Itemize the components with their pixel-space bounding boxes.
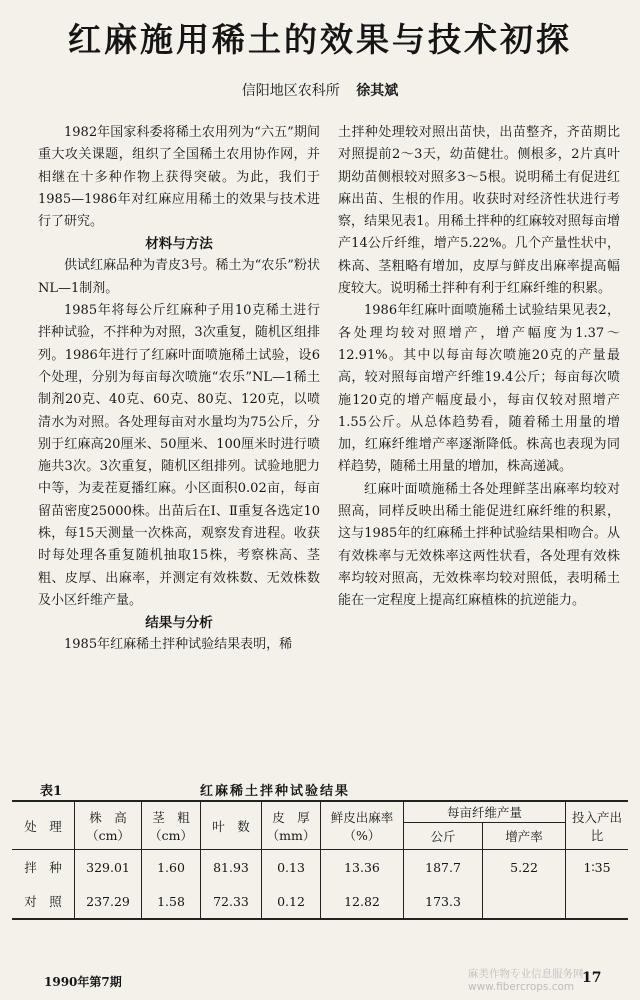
body-paragraph: 1985年红麻稀土拌种试验结果表明，稀 <box>64 637 293 653</box>
cell-io-ratio <box>566 884 629 919</box>
table-title: 红麻稀土拌种试验结果 <box>200 784 351 799</box>
right-column <box>338 122 620 613</box>
byline <box>0 80 640 100</box>
left-column <box>38 122 320 657</box>
col-header-height: 株 高 （cm） <box>75 801 142 850</box>
cell-leaves: 81.93 <box>201 850 262 885</box>
col-header-bark: 皮 厚 （mm） <box>262 801 321 850</box>
col-header-treatment: 处 理 <box>12 801 75 850</box>
cell-leaves: 72.33 <box>201 884 262 919</box>
cell-treatment: 拌 种 <box>24 860 62 875</box>
cell-yield-kg: 187.7 <box>404 850 483 885</box>
body-paragraph: 红麻叶面喷施稀土各处理鲜茎出麻率均较对照高，同样反映出稀土能促进红麻纤维的积累，这与1985年的红麻稀土拌种试验结果相吻合。从有效株率与无效株率这两性状看，各处理有效株率均较对照高，无效株率均较对照低，表明稀土能在一定程度上提高红麻植株的抗逆能力。 <box>338 481 620 609</box>
cell-treatment: 对 照 <box>12 884 75 919</box>
body-paragraph: 供试红麻品种为青皮3号。稀土为“农乐”粉状NL—1制剂。 <box>38 258 320 296</box>
body-paragraph: 土拌种处理较对照出苗快，出苗整齐，齐苗期比对照提前2～3天，幼苗健壮。侧根多，2片真叶期幼苗侧根较对照多3～5根。说明稀土有促进红麻出苗、生根的作用。收获时对经济性状进行考察，结果见表1。用稀土拌种的红麻较对照每亩增产14公斤纤维，增产5.22%。几个产量性状中，株高、茎粗略有增加，皮厚与鲜皮出麻率提高幅度较大。说明稀土拌种有利于红麻纤维的积累。 <box>338 125 620 297</box>
cell-yield-rate: 5.22 <box>483 850 566 885</box>
col-header-retting: 鲜皮出麻率 （%） <box>321 801 404 850</box>
table-row <box>12 884 628 919</box>
author: 徐其斌 <box>356 83 399 99</box>
cell-bark: 0.12 <box>262 884 321 919</box>
body-paragraph: 1985年将每公斤红麻种子用10克稀土进行拌种试验，不拌种为对照，3次重复，随机区组排列。1986年进行了红麻叶面喷施稀土试验，设6个处理，分别为每亩每次喷施“农乐”NL—1稀土制剂20克、40克、60克、80克、120克，以喷清水为对照。各处理每亩对水量均为75公斤，分别于红麻高20厘米、50厘米、100厘米时进行喷施共3次。3次重复，随机区组排列。试验地肥力中等，为麦茬夏播红麻。小区面积0.02亩，每亩留苗密度25000株。出苗后在Ⅰ、Ⅱ重复各选定10株，每15天测量一次株高，观察发育进程。收获时每处理各重复随机抽取15株，考察株高、茎粗、皮厚、出麻率，并测定有效株数、无效株数及小区纤维产量。 <box>38 303 320 608</box>
page-number: 17 <box>582 970 602 986</box>
cell-bark: 0.13 <box>262 850 321 885</box>
journal-issue: 1990年第7期 <box>44 975 122 989</box>
affiliation: 信阳地区农科所 <box>241 83 340 99</box>
cell-height: 329.01 <box>75 850 142 885</box>
cell-height: 237.29 <box>75 884 142 919</box>
cell-stem: 1.60 <box>142 850 201 885</box>
cell-stem: 1.58 <box>142 884 201 919</box>
cell-retting: 13.36 <box>321 850 404 885</box>
cell-retting: 12.82 <box>321 884 404 919</box>
body-paragraph: 1986年红麻叶面喷施稀土试验结果见表2，各处理均较对照增产，增产幅度为1.37～12.91%。其中以每亩每次喷施20克的产量最高，较对照每亩增产纤维19.4公斤；每亩每次喷施120克的增产幅度最小，每亩仅较对照增产1.55公斤。从总体趋势看，随着稀土用量的增加，红麻纤维增产率逐渐降低。株高也表现为同样趋势，随稀土用量的增加，株高递减。 <box>338 303 620 475</box>
cell-yield-kg: 173.3 <box>404 884 483 919</box>
col-header-stem: 茎 粗 （cm） <box>142 801 201 850</box>
col-header-yield-kg: 公斤 <box>404 823 483 850</box>
col-header-io-ratio: 投入产出 比 <box>566 801 629 850</box>
col-header-leaves: 叶 数 <box>201 801 262 850</box>
body-paragraph: 1982年国家科委将稀土农用列为“六五”期间重大攻关课题，组织了全国稀土农用协作网，并相继在十多种作物上获得突破。为此，我们于1985—1986年对红麻应用稀土的效果与技术进行了研究。 <box>38 125 320 230</box>
table-label: 表1 <box>40 784 63 799</box>
article-title: 红麻施用稀土的效果与技术初探 <box>68 20 572 59</box>
results-table <box>12 800 628 920</box>
col-header-yield-group: 每亩纤维产量 <box>404 801 566 823</box>
cell-io-ratio: 1∶35 <box>566 850 629 885</box>
cell-yield-rate <box>483 884 566 919</box>
section-heading: 结果与分析 <box>145 615 213 632</box>
col-header-yield-rate: 增产率 <box>483 823 566 850</box>
watermark: 麻类作物专业信息服务网 www.fibercrops.com <box>468 968 584 993</box>
section-heading: 材料与方法 <box>145 236 213 253</box>
table-row <box>12 850 628 885</box>
